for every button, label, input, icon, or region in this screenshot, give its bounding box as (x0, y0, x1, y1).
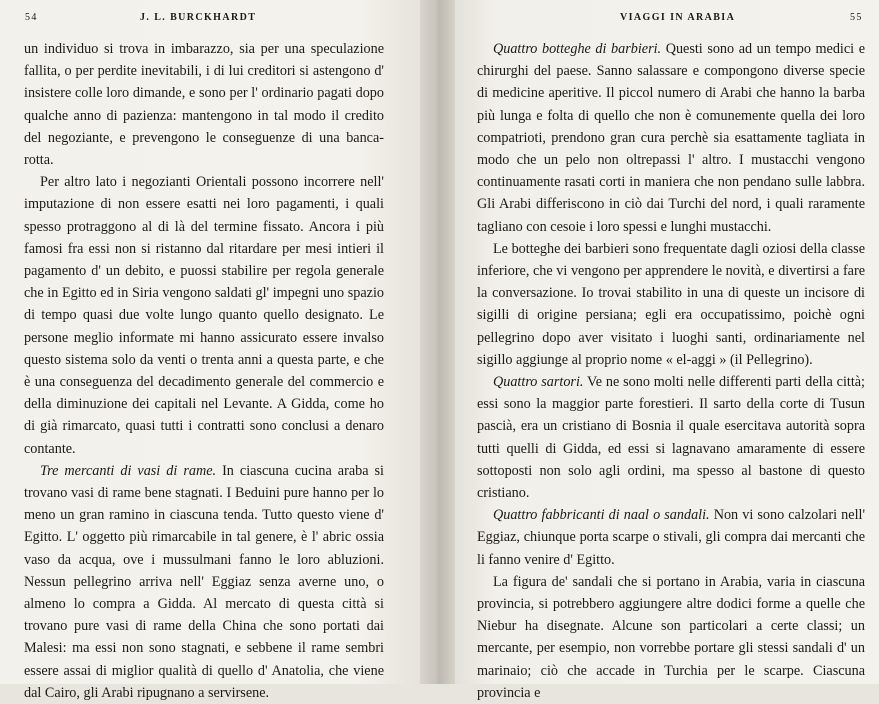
running-head: J. L. BURCKHARDT (140, 12, 257, 23)
running-head: VIAGGI IN ARABIA (620, 12, 736, 23)
paragraph (24, 171, 384, 460)
paragraph (24, 460, 384, 704)
section-lead: Quattro sartori. (493, 374, 584, 391)
paragraph-text: un individuo si trova in imbarazzo, sia per una speculazione fallita, o per perdite inevitabili, i di lui creditori si astengono d' insistere colle loro dimande, e sono per l' ordinario pagati dopo qualche anno di pazienza: mantengono in tal modo il credito del negoziante, e prevengono le conseguenze di una banca-rotta. (24, 41, 384, 169)
section-lead: Quattro botteghe di barbieri. (493, 41, 662, 57)
paragraph-text: Non vi sono calzolari nell' Eggiaz, chiunque porta scarpe o stivali, gli compra dai mercanti che li fanno venire d' Egitto. (477, 507, 866, 568)
paragraph (477, 371, 865, 504)
body-text (24, 38, 384, 704)
body-text (477, 38, 865, 704)
paragraph (477, 238, 865, 371)
paragraph (24, 38, 384, 171)
paragraph-text: Le botteghe dei barbieri sono frequentate dagli oziosi della classe inferiore, che vi vengono per apprendere le novità, e divertirsi a fare la conversazione. Io trovai stabilito in una di queste un incisore di sigilli di origine persiana; egli era occupatissimo, poichè ogni pellegrino dopo aver visitato i luoghi santi, ordinariamente nel sigillo aggiunge al proprio nome « el-aggi » (il Pellegrino). (477, 240, 865, 368)
paragraph-text: Per altro lato i negozianti Orientali possono incorrere nell' imputazione di non essere esatti nei loro pagamenti, i quali spesso protraggono al di là del termine fissato. Ancora i più famosi fra essi non si ristanno dal ritardare per mesi intieri il pagamento d' un debito, e puossi stabilire per regola generale che in Egitto ed in Siria vengono saldati gl' impegni uno spazio di tempo quasi due volte lungo quanto quello designato. Le persone meglio informate mi hanno assicurato essere invalso questo sistema solo da venti o trenta anni a questa parte, e che è una conseguenza del decadimento generale del commercio e della diminuzione dei capitali nel Levante. A Gidda, come ho di già rimarcato, quasi tutti i contratti sono conclusi a denaro contante. (24, 174, 384, 457)
paragraph-text: Ve ne sono molti nelle differenti parti della città; essi sono la maggior parte forestieri. Il sarto della corte di Tusun pascià, era un cristiano di Bosnia il quale esercitava autorità sopra tutti quelli di Gidda, ed essi si lagnavano amaramente di essere sottoposti non solo agli ordini, ma spesso al bastone di questo cristiano. (477, 374, 866, 502)
section-lead: Quattro fabbricanti di naal o sandali. (493, 507, 710, 524)
paragraph (477, 571, 865, 704)
page-number: 54 (25, 12, 38, 23)
section-lead: Tre mercanti di vasi di rame. (40, 462, 217, 479)
paragraph-text: La figura de' sandali che si portano in Arabia, varia in ciascuna provincia, si potrebbero aggiungere altre dodici forme a quelle che Niebur ha disegnate. Alcune son particolari a certe classi; un mercante, per esempio, non vorrebbe portare gli stessi sandali d' un marinaio; ciò che accade in Turchia per le scarpe. Ciascuna provincia e (477, 573, 865, 701)
paragraph-text: Questi sono ad un tempo medici e chirurghi del paese. Sanno salassare e compongono diverse specie di medicine aperitive. Il piccol numero di Arabi che hanno la barba più lunga e folta di quello che non è comunemente quella dei loro compatrioti, prendono gran cura perchè sia esattamente tagliata in modo che un pelo non oltrepassi l' altro. I mustacchi vengono continuamente rasati corti in maniera che non pendano sulle labbra. Gli Arabi differiscono in ciò dai Turchi del nord, i quali raramente tagliano con cesoie i loro spessi e lunghi mustacchi. (477, 41, 865, 235)
paragraph (477, 504, 865, 571)
right-page (455, 0, 879, 701)
book-gutter (420, 0, 455, 684)
paragraph (477, 38, 865, 238)
left-page (0, 0, 420, 701)
page-number: 55 (850, 12, 863, 23)
paragraph-text: In ciascuna cucina araba si trovano vasi di rame bene stagnati. I Beduini pure hanno per lo meno un gran ramino in ciascuna tenda. Tutto questo viene d' Egitto. L' oggetto più rimarcabile in tal genere, è l' abric ossia vaso da acqua, ove i mussulmani fanno le loro abluzioni. Nessun pellegrino arriva nell' Eggiaz senza averne uno, o almeno lo compra a Gidda. Al mercato di questa città si trovano pure vasi di rame della China che sono portati dai Malesi: ma essi non sono stagnati, e sebbene il rame sembri essere assai di miglior qualità di quello d' Anatolia, che viene dal Cairo, gli Arabi ripugnano a servirsene. (24, 462, 384, 701)
